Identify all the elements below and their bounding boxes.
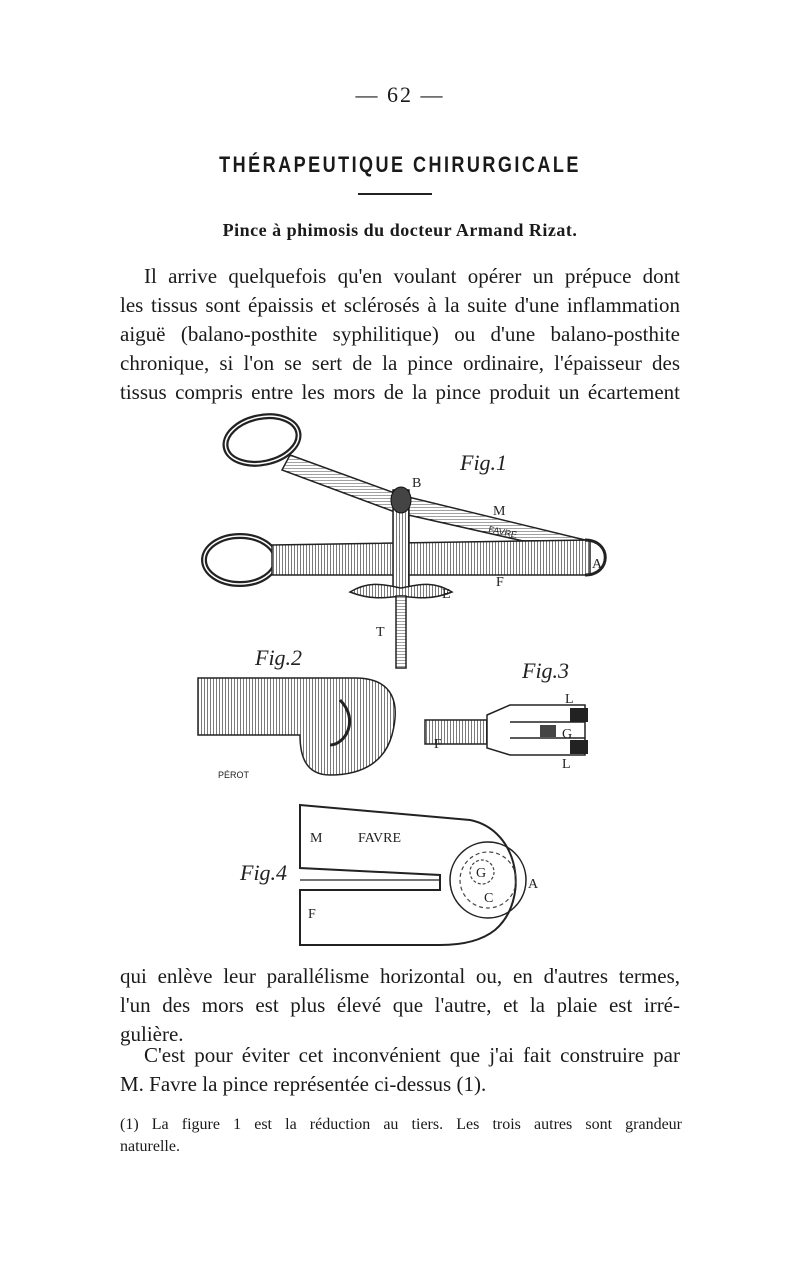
figure-4-jaws [239, 805, 539, 945]
footnote-line: naturelle. [120, 1138, 180, 1155]
paragraph-line: C'est pour éviter cet inconvénient que j'ai fait construire par [144, 1043, 680, 1067]
paragraph-line: aiguë (balano-posthite syphilitique) ou d'une balano-posthite [120, 322, 680, 346]
paragraph-line: les tissus sont épaissis et sclérosés à la suite d'une inflammation [120, 293, 680, 317]
figure-2-hook [198, 645, 395, 780]
paragraph-line: gulière. [120, 1022, 184, 1046]
letter-e: E [442, 587, 451, 602]
chapter-title: THÉRAPEUTIQUE CHIRURGICALE [219, 152, 581, 177]
letter-g: G [476, 866, 487, 881]
letter-g: G [562, 727, 573, 742]
engraving-perot: PÉROT [218, 770, 250, 780]
engraving-favre: FAVRE [487, 524, 518, 540]
letter-c: C [484, 891, 494, 906]
letter-l-top: L [565, 692, 574, 707]
paragraph-2 [120, 962, 680, 1049]
letter-t: T [376, 625, 385, 640]
paragraph-line: tissus compris entre les mors de la pince produit un écartement [120, 380, 680, 404]
paragraph-line: l'un des mors est plus élevé que l'autre, et la plaie est irré- [120, 993, 680, 1017]
letter-m: M [310, 831, 323, 846]
letter-l-bottom: L [562, 757, 571, 772]
engraving-favre: FAVRE [358, 831, 402, 846]
paragraph-line: Il arrive quelquefois qu'en voulant opérer un prépuce dont [144, 264, 680, 288]
paragraph-line: M. Favre la pince représentée ci-dessus (1). [120, 1072, 487, 1096]
section-title: Pince à phimosis du docteur Armand Rizat. [222, 220, 578, 240]
letter-f: F [496, 575, 504, 590]
figure-2-label: Fig.2 [255, 645, 303, 670]
figure-3-label: Fig.3 [522, 658, 570, 683]
letter-a: A [528, 877, 539, 892]
paragraph-line: chronique, si l'on se sert de la pince ordinaire, l'épaisseur des [120, 351, 680, 375]
figure-3-jaw-end [425, 658, 588, 772]
figure-4-label: Fig.4 [240, 860, 288, 885]
letter-m: M [493, 504, 506, 519]
paragraph-line: qui enlève leur parallélisme horizontal ou, en d'autres termes, [120, 964, 680, 988]
footnote-line: (1) La figure 1 est la réduction au tiers. Les trois autres sont grandeur [120, 1116, 682, 1133]
figure-1-forceps [204, 410, 605, 668]
footnote [120, 1114, 682, 1158]
letter-f: F [434, 737, 442, 752]
letter-a: A [592, 557, 603, 572]
letter-f: F [308, 907, 316, 922]
page-number: — 62 — [355, 82, 445, 107]
letter-b: B [412, 476, 422, 491]
paragraph-3 [120, 1041, 680, 1099]
figure-1-label: Fig.1 [460, 450, 508, 475]
